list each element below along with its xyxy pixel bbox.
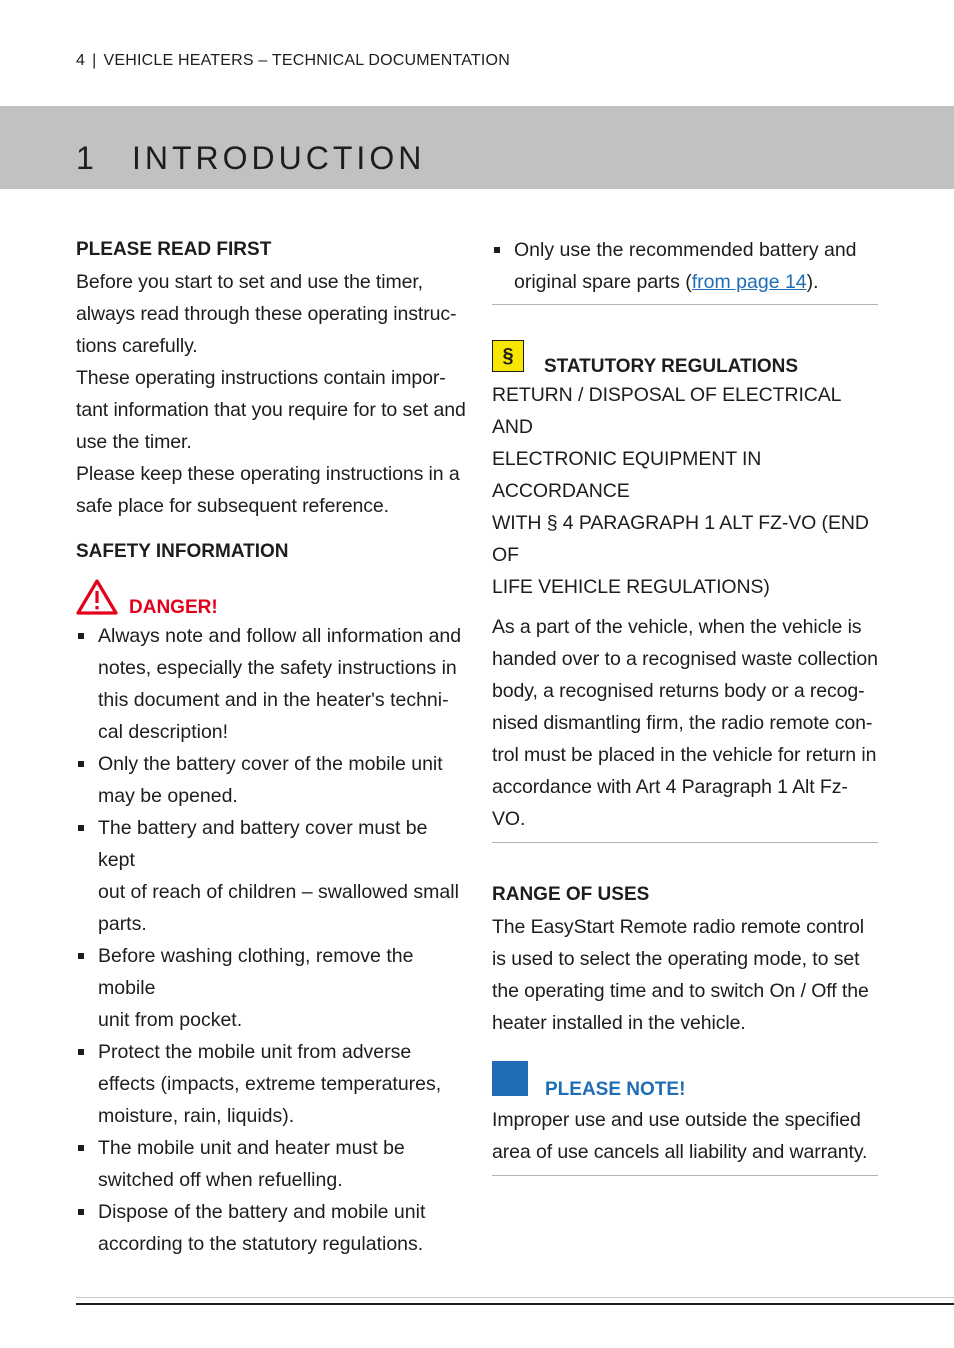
statutory-subheading — [492, 379, 878, 603]
danger-label: DANGER! — [129, 597, 218, 618]
text-line: Please keep these operating instructions in a — [76, 463, 460, 485]
danger-callout — [76, 580, 466, 620]
list-item — [76, 1132, 466, 1196]
paragraph-symbol-icon: § — [492, 340, 524, 372]
right-column — [492, 234, 878, 1176]
text-line: accordance with Art 4 Paragraph 1 Alt Fz-VO. — [492, 776, 848, 830]
text-line: cal description! — [98, 721, 229, 743]
text-fragment: original spare parts ( — [514, 271, 692, 293]
note-square-icon — [492, 1061, 528, 1096]
statutory-body — [492, 611, 878, 835]
text-line: LIFE VEHICLE REGULATIONS) — [492, 576, 770, 598]
read-first-body — [76, 266, 466, 522]
safety-list-continued — [492, 234, 878, 298]
text-line: tions carefully. — [76, 335, 198, 357]
text-line: use the timer. — [76, 431, 192, 453]
note-callout — [492, 1061, 878, 1100]
text-line: safe place for subsequent reference. — [76, 495, 389, 517]
text-line: handed over to a recognised waste collection — [492, 648, 878, 670]
list-item — [76, 620, 466, 748]
text-line: area of use cancels all liability and warranty. — [492, 1141, 868, 1163]
text-line: The EasyStart Remote radio remote control — [492, 916, 864, 938]
text-line: Always note and follow all information and — [98, 625, 462, 647]
header-separator: | — [92, 52, 97, 69]
left-column — [76, 234, 466, 1260]
list-item — [76, 748, 466, 812]
section-divider — [492, 1175, 878, 1176]
text-line: Only use the recommended battery and — [514, 239, 857, 261]
text-line: nised dismantling firm, the radio remote con- — [492, 712, 873, 734]
text-line: RETURN / DISPOSAL OF ELECTRICAL AND — [492, 384, 841, 438]
list-item — [76, 1196, 466, 1260]
text-line: The battery and battery cover must be kept — [98, 817, 428, 871]
text-line: As a part of the vehicle, when the vehicle is — [492, 616, 862, 638]
text-line: body, a recognised returns body or a recog- — [492, 680, 865, 702]
text-line: effects (impacts, extreme temperatures, — [98, 1073, 442, 1095]
statutory-heading-row — [492, 340, 878, 377]
text-line: notes, especially the safety instructions in — [98, 657, 457, 679]
text-line: tant information that you require for to set and — [76, 399, 466, 421]
list-item — [76, 1036, 466, 1132]
text-line: Only the battery cover of the mobile unit — [98, 753, 443, 775]
read-first-heading: PLEASE READ FIRST — [76, 239, 272, 260]
text-line: These operating instructions contain impor- — [76, 367, 446, 389]
text-line: may be opened. — [98, 785, 238, 807]
chapter-title-text: INTRODUCTION — [132, 140, 426, 176]
text-line: Before you start to set and use the timer, — [76, 271, 423, 293]
running-header — [76, 52, 510, 70]
text-line: The mobile unit and heater must be — [98, 1137, 405, 1159]
text-line: WITH § 4 PARAGRAPH 1 ALT FZ-VO (END OF — [492, 512, 869, 566]
text-line: always read through these operating instruc- — [76, 303, 457, 325]
text-line: Dispose of the battery and mobile unit — [98, 1201, 426, 1223]
range-of-uses-body — [492, 911, 878, 1039]
safety-list — [76, 620, 466, 1260]
statutory-heading: STATUTORY REGULATIONS — [544, 356, 799, 377]
text-line: switched off when refuelling. — [98, 1169, 343, 1191]
page-reference-link[interactable]: from page 14 — [691, 271, 807, 293]
text-line: is used to select the operating mode, to set — [492, 948, 860, 970]
list-item — [76, 812, 466, 940]
note-body — [492, 1104, 878, 1168]
footer-rule-light — [76, 1297, 954, 1298]
text-line: Protect the mobile unit from adverse — [98, 1041, 412, 1063]
spacer — [76, 522, 466, 536]
text-line: moisture, rain, liquids). — [98, 1105, 295, 1127]
text-fragment: ). — [806, 271, 819, 293]
safety-heading: SAFETY INFORMATION — [76, 541, 289, 562]
text-line: according to the statutory regulations. — [98, 1233, 424, 1255]
text-line: unit from pocket. — [98, 1009, 243, 1031]
text-line: Improper use and use outside the specified — [492, 1109, 861, 1131]
text-line: out of reach of children – swallowed small — [98, 881, 459, 903]
text-line: Before washing clothing, remove the mobile — [98, 945, 414, 999]
text-line: this document and in the heater's techni- — [98, 689, 449, 711]
text-line: the operating time and to switch On / Off the — [492, 980, 869, 1002]
text-line: ELECTRONIC EQUIPMENT IN ACCORDANCE — [492, 448, 762, 502]
list-item — [492, 234, 878, 298]
running-title: VEHICLE HEATERS – TECHNICAL DOCUMENTATION — [103, 52, 510, 69]
text-line: parts. — [98, 913, 147, 935]
text-line: trol must be placed in the vehicle for return in — [492, 744, 877, 766]
chapter-title — [76, 138, 425, 178]
chapter-number: 1 — [76, 140, 98, 176]
range-of-uses-heading: RANGE OF USES — [492, 884, 650, 905]
text-line: heater installed in the vehicle. — [492, 1012, 746, 1034]
warning-triangle-icon — [76, 579, 118, 620]
text-line — [514, 266, 878, 298]
note-label: PLEASE NOTE! — [545, 1079, 686, 1100]
page-number: 4 — [76, 52, 86, 69]
list-item — [76, 940, 466, 1036]
footer-rule — [76, 1303, 954, 1305]
